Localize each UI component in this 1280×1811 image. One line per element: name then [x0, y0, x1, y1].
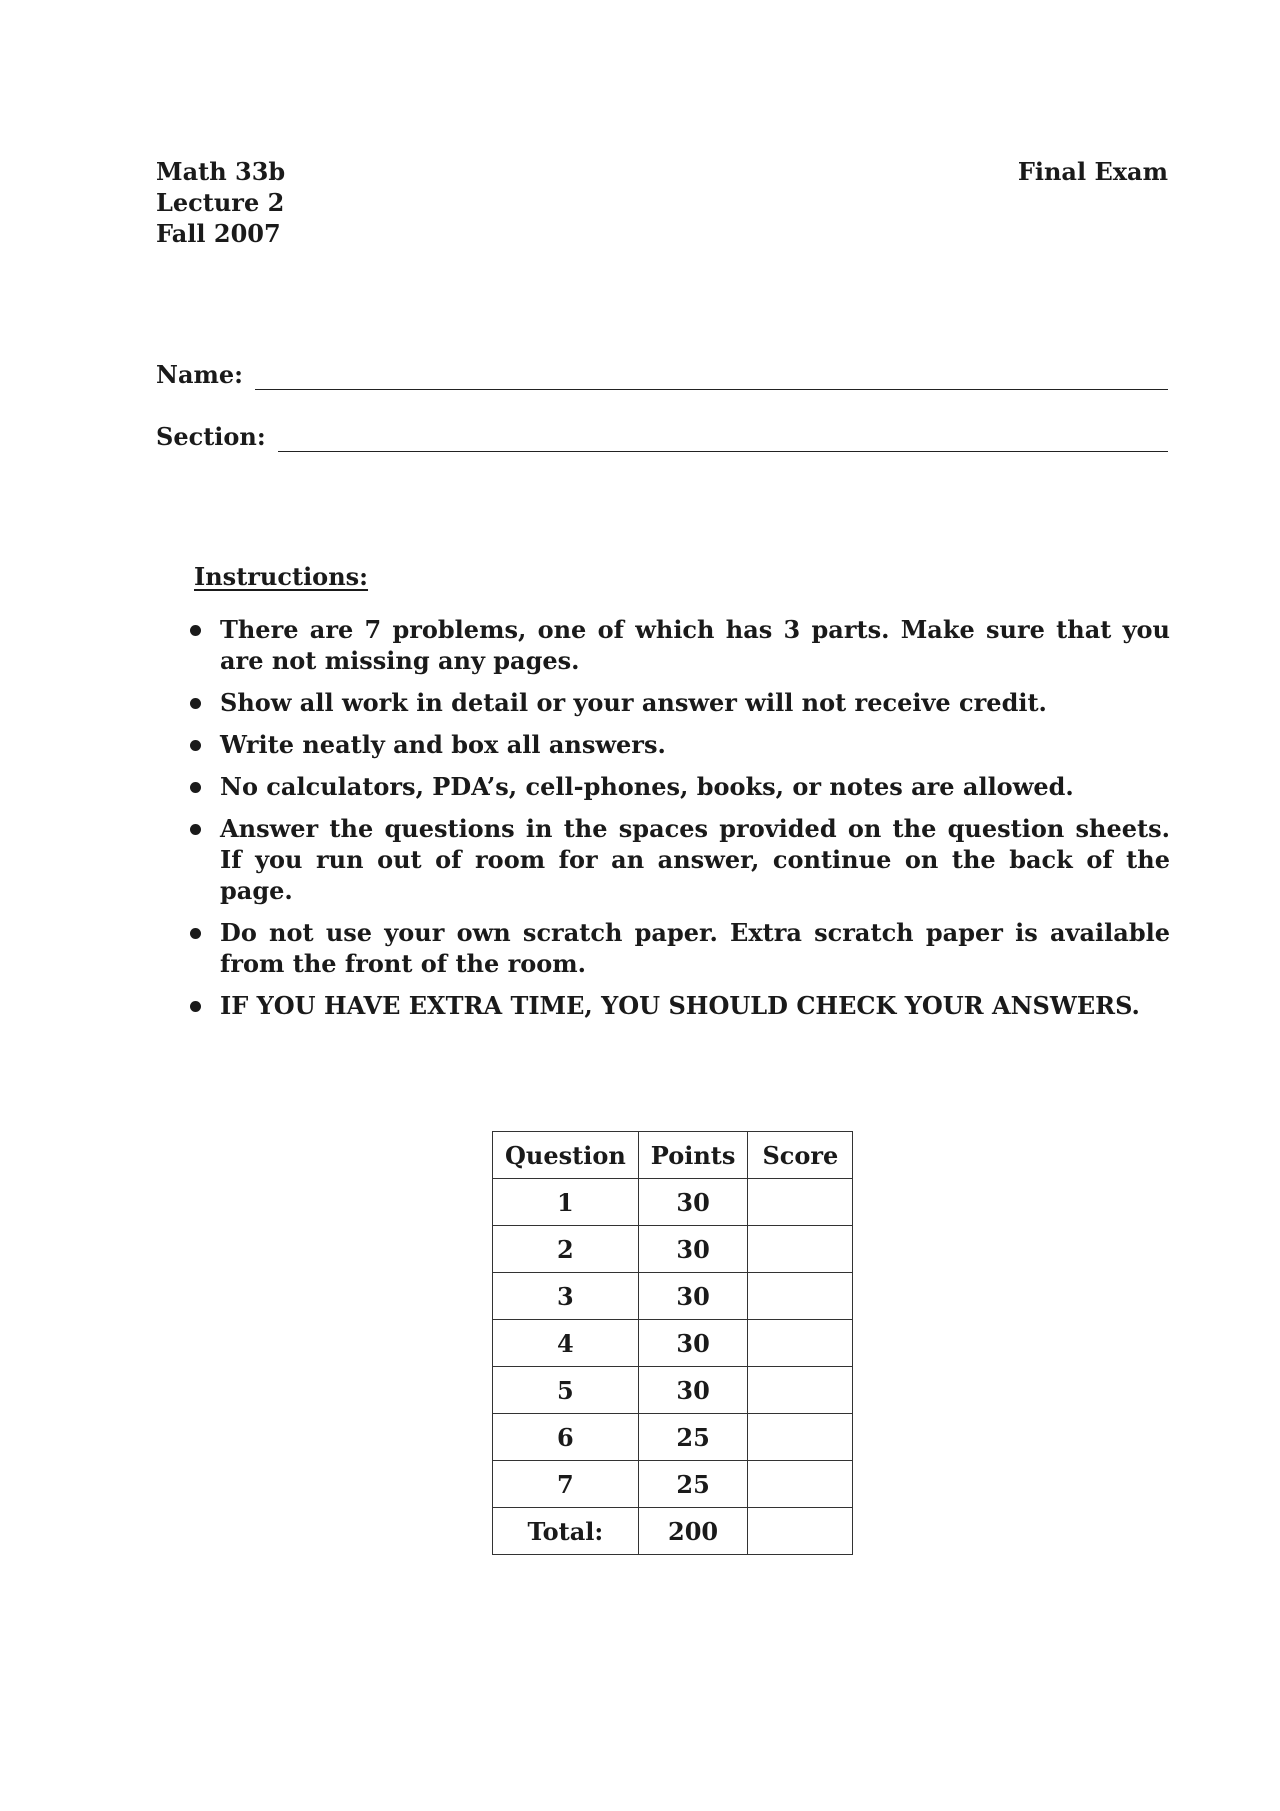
- bullet-icon: [190, 782, 201, 793]
- list-item: [190, 917, 1170, 979]
- question-cell: 5: [493, 1367, 639, 1414]
- list-item: [190, 990, 1170, 1021]
- lecture-number: Lecture 2: [156, 188, 285, 217]
- question-cell: 7: [493, 1461, 639, 1508]
- list-item: [190, 687, 1170, 718]
- question-cell: 4: [493, 1320, 639, 1367]
- table-row: [493, 1414, 853, 1461]
- score-cell[interactable]: [748, 1461, 853, 1508]
- course-info: [156, 156, 285, 249]
- question-cell: 3: [493, 1273, 639, 1320]
- list-item: [190, 729, 1170, 760]
- instruction-text: No calculators, PDA’s, cell-phones, books, or notes are allowed.: [220, 772, 1074, 801]
- table-row: [493, 1273, 853, 1320]
- points-cell: 30: [638, 1273, 748, 1320]
- question-cell: 2: [493, 1226, 639, 1273]
- bullet-icon: [190, 928, 201, 939]
- score-cell[interactable]: [748, 1179, 853, 1226]
- section-label: Section:: [156, 422, 266, 451]
- points-cell: 30: [638, 1320, 748, 1367]
- instruction-text: IF YOU HAVE EXTRA TIME, YOU SHOULD CHECK YOUR ANSWERS.: [220, 991, 1140, 1020]
- instruction-text: Do not use your own scratch paper. Extra scratch paper is available from the front of the room.: [220, 918, 1170, 978]
- score-cell[interactable]: [748, 1414, 853, 1461]
- column-header-question: Question: [493, 1132, 639, 1179]
- points-cell: 30: [638, 1179, 748, 1226]
- question-cell: 6: [493, 1414, 639, 1461]
- section-field: [156, 422, 1168, 452]
- points-cell: 30: [638, 1226, 748, 1273]
- bullet-icon: [190, 824, 201, 835]
- bullet-icon: [190, 698, 201, 709]
- column-header-score: Score: [748, 1132, 853, 1179]
- question-cell: 1: [493, 1179, 639, 1226]
- table-row: [493, 1367, 853, 1414]
- points-cell: 30: [638, 1367, 748, 1414]
- table-row: [493, 1461, 853, 1508]
- total-score-cell[interactable]: [748, 1508, 853, 1555]
- name-blank-line[interactable]: [255, 367, 1168, 390]
- instruction-text: Write neatly and box all answers.: [220, 730, 666, 759]
- total-points-cell: 200: [638, 1508, 748, 1555]
- exam-title: Final Exam: [1017, 157, 1168, 186]
- bullet-icon: [190, 625, 201, 636]
- instruction-text: Answer the questions in the spaces provided on the question sheets. If you run out of room for an answer, continue on the back of the page.: [220, 814, 1170, 905]
- bullet-icon: [190, 1001, 201, 1012]
- section-blank-line[interactable]: [278, 429, 1168, 452]
- name-field: [156, 360, 1168, 390]
- column-header-points: Points: [638, 1132, 748, 1179]
- instructions-list: [190, 614, 1170, 1032]
- table-row: [493, 1179, 853, 1226]
- score-cell[interactable]: [748, 1226, 853, 1273]
- total-row: [493, 1508, 853, 1555]
- score-cell[interactable]: [748, 1320, 853, 1367]
- bullet-icon: [190, 740, 201, 751]
- instruction-text: There are 7 problems, one of which has 3 parts. Make sure that you are not missing any pages.: [220, 615, 1170, 675]
- table-row: [493, 1226, 853, 1273]
- score-cell[interactable]: [748, 1273, 853, 1320]
- instruction-text: Show all work in detail or your answer will not receive credit.: [220, 688, 1047, 717]
- points-cell: 25: [638, 1461, 748, 1508]
- points-cell: 25: [638, 1414, 748, 1461]
- score-cell[interactable]: [748, 1367, 853, 1414]
- instructions-heading: Instructions:: [194, 562, 369, 591]
- total-label-cell: Total:: [493, 1508, 639, 1555]
- list-item: [190, 813, 1170, 906]
- list-item: [190, 771, 1170, 802]
- course-name: Math 33b: [156, 157, 286, 186]
- score-table: [492, 1131, 853, 1555]
- name-label: Name:: [156, 360, 244, 389]
- table-header-row: [493, 1132, 853, 1179]
- table-row: [493, 1320, 853, 1367]
- list-item: [190, 614, 1170, 676]
- term: Fall 2007: [156, 219, 281, 248]
